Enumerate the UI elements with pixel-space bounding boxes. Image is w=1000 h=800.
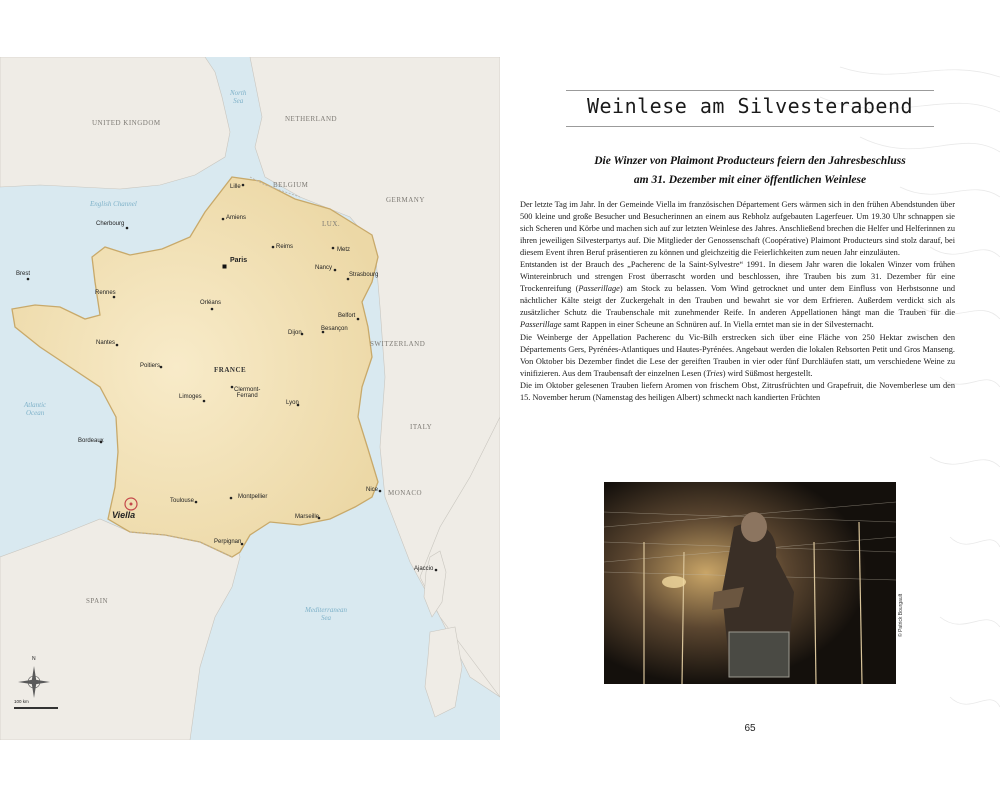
sea-label-atlantic: Atlantic Ocean bbox=[24, 401, 47, 418]
sea-label-mediterranean: Mediterranean Sea bbox=[305, 606, 347, 623]
city-label-orleans: Orléans bbox=[200, 300, 222, 306]
sea-label-english-channel: English Channel bbox=[90, 200, 137, 208]
city-label-bordeaux: Bordeaux bbox=[78, 438, 104, 444]
article-title: Weinlese am Silvesterabend bbox=[586, 94, 914, 118]
city-label-nice: Nice bbox=[366, 487, 379, 493]
article-page bbox=[500, 57, 1000, 740]
city-label-reims: Reims bbox=[276, 244, 294, 250]
city-label-amiens: Amiens bbox=[226, 215, 247, 221]
scale-label: 100 km bbox=[14, 699, 29, 704]
harvest-photo bbox=[604, 482, 896, 684]
subtitle-line-1: Die Winzer von Plaimont Producteurs feiern den Jahresbeschluss bbox=[594, 155, 906, 167]
city-label-montpellier: Montpellier bbox=[238, 494, 268, 500]
city-label-brest: Brest bbox=[16, 271, 31, 277]
article-body bbox=[520, 199, 955, 404]
city-label-belfort: Belfort bbox=[338, 313, 356, 319]
city-label-ajaccio: Ajaccio bbox=[414, 566, 434, 572]
photo-credit: © Patrick Bourgault bbox=[898, 593, 904, 637]
paragraph-3: Die Weinberge der Appellation Pacherenc du Vic-Bilh erstrecken sich über eine Fläche von 250 Hektar zwischen den Départements Gers, Pyrénées-Atlantiques und Hautes-Pyrénées. Angebaut werden die lokalen Rebsorten Petit und Gros Manseng. Von Oktober bis Dezember findet die Lese der gereiften Trauben in vier oder fünf Durchläufen statt, um verschiedene Weine zu vinifizieren. Aus dem Traubensaft der einzelnen Lesen (Tries) wird Süßmost hergestellt. bbox=[520, 332, 955, 378]
city-label-lille: Lille bbox=[230, 184, 241, 190]
paragraph-1: Der letzte Tag im Jahr. In der Gemeinde Viella im französischen Département Gers wärmen sich in den frühen Abendstunden über 500 kleine und große Besucher und Besucherinnen an einem aus Rebholz aufgebauten Lagerfeuer. Um 19.30 Uhr schnappen sie sich Scheren und Körbe und machen sich auf zur letzten Weinlese des Jahres. Anschließend brechen die Helfer und Helferinnen zu ihren jeweiligen Silvesterpartys auf. Die Mitglieder der Genossenschaft (Coopérative) Plaimont Producteurs sind stolz darauf, bei diesem Event ihren Beruf präsentieren zu können und gleichzeitig die Feierlichkeiten zum neuen Jahr einzuläuten. bbox=[520, 200, 955, 258]
city-label-paris: Paris bbox=[230, 257, 248, 264]
title-rule-top bbox=[566, 90, 934, 91]
city-label-dijon: Dijon bbox=[288, 330, 302, 336]
country-label-netherlands: NETHERLAND bbox=[285, 115, 338, 123]
country-label-uk: UNITED KINGDOM bbox=[92, 119, 161, 127]
paris-marker bbox=[223, 265, 227, 269]
country-label-switzerland: SWITZERLAND bbox=[370, 340, 426, 348]
city-label-toulouse: Toulouse bbox=[170, 498, 195, 504]
paragraph-4: Die im Oktober gelesenen Trauben liefern Aromen von frischem Obst, Zitrusfrüchten und Grapefruit, die Novemberlese um den 15. November herum (Namenstag des heiligen Albert) schmeckt nach kandierten Früchten bbox=[520, 380, 955, 402]
country-label-spain: SPAIN bbox=[86, 597, 109, 605]
country-label-lux: LUX. bbox=[322, 220, 341, 228]
country-label-france: FRANCE bbox=[214, 366, 247, 374]
city-label-rennes: Rennes bbox=[95, 290, 116, 296]
scale-bar bbox=[14, 707, 58, 709]
city-label-perpignan: Perpignan bbox=[214, 539, 242, 545]
city-label-nancy: Nancy bbox=[315, 265, 333, 271]
city-label-strasbourg: Strasbourg bbox=[349, 272, 379, 278]
city-label-viella: Viella bbox=[112, 510, 136, 520]
page-number: 65 bbox=[744, 723, 756, 734]
compass-north-label: N bbox=[32, 656, 36, 662]
city-label-besancon: Besançon bbox=[321, 326, 348, 332]
city-label-clermont: Clermont- Ferrand bbox=[234, 387, 261, 399]
city-label-nantes: Nantes bbox=[96, 340, 116, 346]
city-label-metz: Metz bbox=[337, 247, 351, 253]
country-label-belgium: BELGIUM bbox=[273, 181, 309, 189]
city-label-poitiers: Poitiers bbox=[140, 363, 161, 369]
city-label-limoges: Limoges bbox=[179, 394, 202, 400]
city-label-marseille: Marseille bbox=[295, 514, 320, 520]
map-of-france bbox=[0, 57, 500, 740]
title-rule-bottom bbox=[566, 126, 934, 127]
city-label-cherbourg: Cherbourg bbox=[96, 221, 125, 227]
country-label-italy: ITALY bbox=[410, 423, 433, 431]
subtitle-line-2: am 31. Dezember mit einer öffentlichen Weinlese bbox=[633, 174, 867, 186]
city-label-lyon: Lyon bbox=[286, 400, 299, 406]
country-label-monaco: MONACO bbox=[388, 489, 423, 497]
paragraph-2: Entstanden ist der Brauch des „Pacherenc de la Saint-Sylvestre“ 1991. In diesem Jahr waren die lokalen Winzer vom frühen Wintereinbruch und strengen Frost überrascht worden und beschlossen, ihre Trauben bis zum 31. Dezember für eine Trockenreifung (Passerillage) am Stock zu belassen. Vom Wind getrocknet und unter dem Einfluss von Herbstsonne und nächtlicher Kälte steigt der Zuckergehalt in den Trauben und bewahrt sie vor dem Erfrieren. Außerdem verdickt sich als zusätzlicher Schutz die Traubenschale mit zunehmender Reife. In anderen Appellationen hängt man die Trauben für die Passerillage samt Rappen in einer Scheune an Schnüren auf. In Viella erntet man sie in der Silvesternacht. bbox=[520, 260, 955, 330]
sea-label-north-sea: North Sea bbox=[230, 89, 247, 106]
article-subtitle bbox=[540, 152, 960, 190]
country-label-germany: GERMANY bbox=[386, 196, 425, 204]
